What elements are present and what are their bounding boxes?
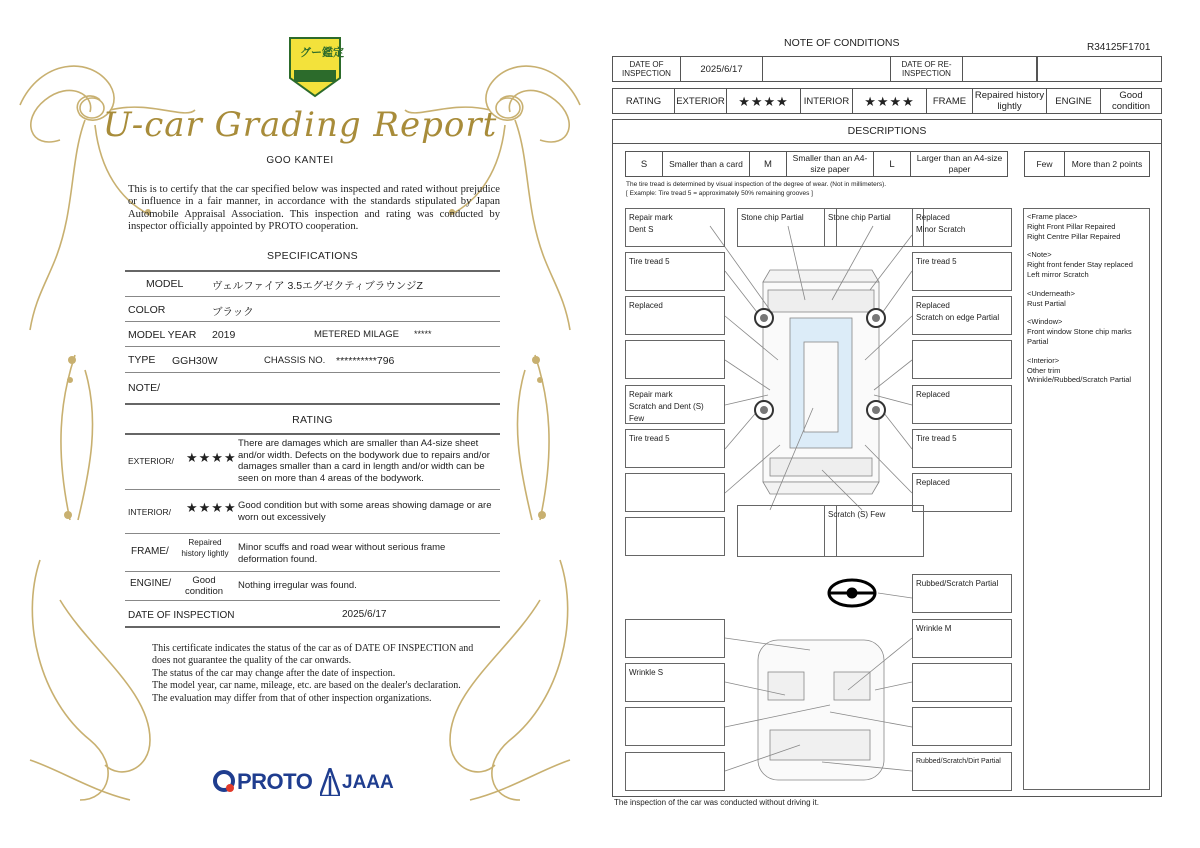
condition-box-tire-rr: Tire tread 5 xyxy=(912,429,1012,468)
disclaimer xyxy=(152,643,482,705)
proto-logo-text: PROTO xyxy=(237,769,313,794)
jaaa-logo-icon xyxy=(320,768,340,796)
chassis-value: **********796 xyxy=(336,355,395,367)
spec-heading: SPECIFICATIONS xyxy=(267,250,358,262)
notes-line: Wrinkle/Rubbed/Scratch Partial xyxy=(1027,375,1132,385)
condition-box-left-fender: Replaced xyxy=(625,296,725,335)
engine-label: ENGINE/ xyxy=(130,578,172,589)
model-label: MODEL xyxy=(146,278,184,290)
condition-box-empty xyxy=(912,340,1012,379)
notes-line: Right front fender Stay replaced xyxy=(1027,260,1133,270)
frame-value: Repaired history lightly xyxy=(181,538,229,558)
metered-value: ***** xyxy=(414,329,432,339)
legend-code-s: S xyxy=(626,152,663,176)
date-value: 2025/6/17 xyxy=(342,609,387,620)
date-label: DATE OF INSPECTION xyxy=(128,610,235,621)
engine-label: ENGINE xyxy=(1047,89,1101,113)
disclaimer-line: The model year, car name, mileage, etc. are based on the dealer's declaration. xyxy=(152,680,461,692)
condition-box-interior-3: Rubbed/Scratch/Dirt Partial xyxy=(912,752,1012,791)
condition-box-front-glass-right: Stone chip Partial xyxy=(824,208,924,247)
condition-box-rear-right: Replaced xyxy=(912,473,1012,512)
condition-box-empty xyxy=(625,619,725,658)
condition-box-empty xyxy=(625,340,725,379)
notes-panel xyxy=(1023,208,1150,790)
date-inspection-value: 2025/6/17 xyxy=(681,57,763,81)
interior-label: INTERIOR/ xyxy=(128,507,171,517)
legend-few-text: More than 2 points xyxy=(1071,158,1143,169)
exterior-stars: ★★★★ xyxy=(186,450,237,465)
engine-value: Good condition xyxy=(1111,90,1151,112)
engine-value: Good condition xyxy=(184,575,224,597)
exterior-stars: ★★★★ xyxy=(727,89,801,113)
legend-text-m: Smaller than an A4-size paper xyxy=(787,152,874,176)
interior-stars: ★★★★ xyxy=(186,500,237,515)
re-inspection-label: DATE OF RE-INSPECTION xyxy=(891,57,963,81)
certificate-title: U-car Grading Report xyxy=(102,105,498,145)
notes-line: <Interior> xyxy=(1027,355,1060,365)
jaaa-logo-text: JAAA xyxy=(342,772,394,793)
notes-line: <Window> xyxy=(1027,317,1063,327)
notes-line: Other trim xyxy=(1027,365,1061,375)
condition-box-rear: Scratch (S) Few xyxy=(824,505,924,557)
disclaimer-line: This certificate indicates the status of the car as of DATE OF INSPECTION and does not guarantee the quality of the car onwards. xyxy=(152,643,474,667)
exterior-label: EXTERIOR/ xyxy=(128,456,174,466)
condition-box-right-door: Replaced xyxy=(912,385,1012,424)
tire-note-line-2: [ Example: Tire tread 5 = approximately 50% remaining grooves ] xyxy=(626,190,813,197)
frame-desc: Minor scuffs and road wear without serious frame deformation found. xyxy=(238,542,446,565)
notes-line: Right Front Pillar Repaired xyxy=(1027,221,1116,231)
descriptions-heading: DESCRIPTIONS xyxy=(612,119,1162,144)
interior-stars: ★★★★ xyxy=(853,89,927,113)
rating-heading: RATING xyxy=(292,414,333,426)
steering-wheel-icon xyxy=(829,580,875,606)
condition-box-empty xyxy=(625,752,725,791)
condition-box-empty xyxy=(737,505,837,557)
notes-line: Rust Partial xyxy=(1027,298,1066,308)
conditions-heading: NOTE OF CONDITIONS xyxy=(784,37,900,49)
condition-box-steering: Rubbed/Scratch Partial xyxy=(912,574,1012,613)
condition-box-empty xyxy=(625,473,725,512)
footer-note: The inspection of the car was conducted without driving it. xyxy=(614,798,819,807)
notes-line: <Frame place> xyxy=(1027,212,1078,221)
rating-label: RATING xyxy=(613,89,675,113)
condition-box-empty xyxy=(625,517,725,556)
condition-box-tire-rl: Tire tread 5 xyxy=(625,429,725,468)
disclaimer-line: The evaluation may differ from that of other inspection organizations. xyxy=(152,692,432,704)
engine-desc: Nothing irregular was found. xyxy=(238,580,357,591)
type-value: GGH30W xyxy=(172,355,218,367)
condition-box-right-fender: Replaced Scratch on edge Partial xyxy=(912,296,1012,335)
condition-box-left-door: Repair mark Scratch and Dent (S) Few xyxy=(625,385,725,424)
exterior-label: EXTERIOR xyxy=(675,89,727,113)
model-year-value: 2019 xyxy=(212,329,236,341)
certificate-subtitle: GOO KANTEI xyxy=(266,155,334,166)
color-label: COLOR xyxy=(128,304,166,316)
interior-label: INTERIOR xyxy=(801,89,853,113)
condition-box-tire-fl: Tire tread 5 xyxy=(625,252,725,291)
condition-box-empty xyxy=(625,707,725,746)
note-of-conditions xyxy=(600,0,1200,848)
legend-code-m: M xyxy=(750,152,787,176)
legend-few-code: Few xyxy=(1025,152,1065,176)
exterior-desc: There are damages which are smaller than A4-size sheet and/or width. Defects on the bodywork due to repairs and/or damages smaller than a card in length and/or width can be seen on more than 4 areas of the bodywork. xyxy=(238,438,490,484)
frame-label: FRAME xyxy=(927,89,973,113)
condition-box-interior-2: Wrinkle S xyxy=(625,663,725,702)
condition-box-empty xyxy=(912,707,1012,746)
condition-box-empty xyxy=(912,663,1012,702)
notes-line: <Underneath> xyxy=(1027,288,1075,298)
frame-label: FRAME/ xyxy=(131,546,169,557)
color-value: ブラック xyxy=(212,306,254,318)
condition-box-interior-1: Wrinkle M xyxy=(912,619,1012,658)
condition-box-front-right: Replaced Minor Scratch xyxy=(912,208,1012,247)
model-year-label: MODEL YEAR xyxy=(128,329,197,341)
note-label: NOTE/ xyxy=(128,382,161,394)
chassis-label: CHASSIS NO. xyxy=(264,355,326,366)
report-number: R34125F1701 xyxy=(1087,42,1151,53)
notes-line: Left mirror Scratch xyxy=(1027,269,1089,279)
condition-box-front-glass-left: Stone chip Partial xyxy=(737,208,837,247)
legend-text-l: Larger than an A4-size paper xyxy=(916,153,1003,174)
proto-logo-icon xyxy=(212,768,236,794)
condition-box-front-left: Repair mark Dent S xyxy=(625,208,725,247)
model-value: ヴェルファイア 3.5エグゼクティブラウンジZ xyxy=(212,280,423,292)
interior-desc: Good condition but with some areas showing damage or are worn out excessively xyxy=(238,500,492,523)
condition-box-tire-fr: Tire tread 5 xyxy=(912,252,1012,291)
legend-text-s: Smaller than a card xyxy=(663,152,750,176)
date-inspection-label: DATE OF INSPECTION xyxy=(613,57,681,81)
metered-label: METERED MILAGE xyxy=(314,329,399,340)
notes-line: Front window Stone chip marks Partial xyxy=(1027,327,1132,346)
notes-line: <Note> xyxy=(1027,250,1052,260)
legend-code-l: L xyxy=(874,152,911,176)
frame-value: Repaired history lightly xyxy=(973,89,1047,113)
certificate-intro: This is to certify that the car specified below was inspected and rated without prejudice or influence in a fair manner, in accordance with the standards stipulated by Japan Automobile Appraisal Association. This inspection and rating was conducted by inspector officially appointed by PROTO cooperation. xyxy=(128,184,500,233)
type-label: TYPE xyxy=(128,354,156,366)
tire-note-line-1: The tire tread is determined by visual inspection of the degree of wear. (Not in millimeters). xyxy=(626,181,887,188)
disclaimer-line: The status of the car may change after the date of inspection. xyxy=(152,667,396,679)
notes-line: Right Centre Pillar Repaired xyxy=(1027,231,1121,241)
badge-text: グー鑑定 xyxy=(300,47,344,59)
